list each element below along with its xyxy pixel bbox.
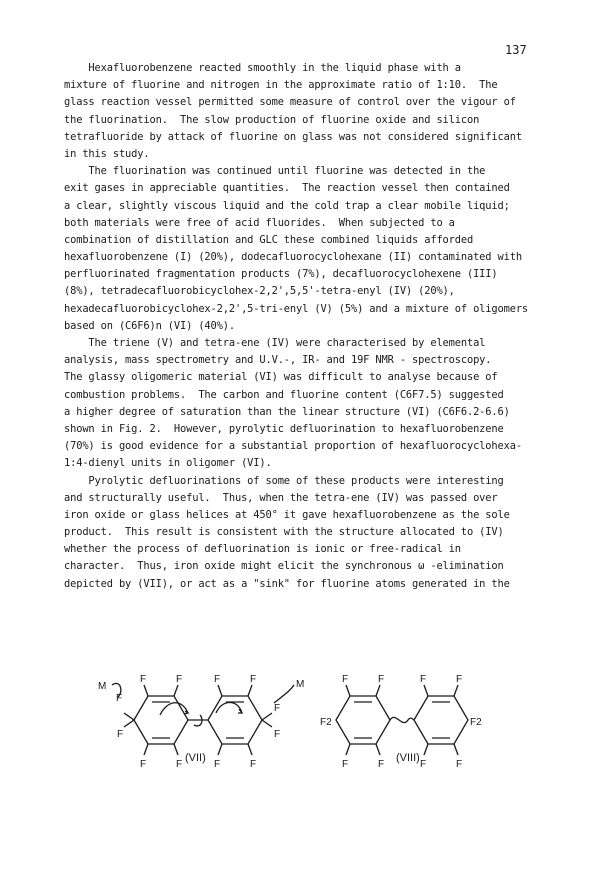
text-line: The fluorination was continued until fluorine was detected in the (64, 165, 486, 178)
atom-label: F2 (320, 717, 332, 728)
atom-label: F (378, 759, 385, 770)
text-line: mixture of fluorine and nitrogen in the approximate ratio of 1:10. The (64, 79, 498, 92)
text-line: Pyrolytic defluorinations of some of these products were interesting (64, 474, 504, 487)
atom-label: F (176, 759, 183, 770)
structure-figure (90, 655, 510, 785)
atom-label: F (342, 674, 349, 685)
text-line: product. This result is consistent with the structure allocated to (IV) (64, 526, 504, 539)
atom-label: F (214, 759, 221, 770)
atom-label: F (250, 674, 257, 685)
caption-viii: (VIII) (396, 752, 420, 764)
text-line: tetrafluoride by attack of fluorine on glass was not considered significant (64, 130, 522, 143)
atom-label: F (342, 759, 349, 770)
atom-label: F2 (470, 717, 482, 728)
text-line: shown in Fig. 2. However, pyrolytic defluorination to hexafluorobenzene (64, 422, 504, 435)
atom-label: F (274, 729, 281, 740)
atom-label: F (176, 674, 183, 685)
atom-label: F (140, 674, 147, 685)
atom-label: F (420, 674, 427, 685)
text-line: whether the process of defluorination is ionic or free-radical in (64, 543, 461, 556)
text-line: The triene (V) and tetra-ene (IV) were characterised by elemental (64, 337, 486, 349)
atom-label: F (116, 693, 123, 704)
text-line: analysis, mass spectrometry and U.V.-, IR- and 19F NMR - spectroscopy. (64, 354, 492, 367)
text-line: combination of distillation and GLC these combined liquids afforded (64, 233, 474, 246)
atom-label: F (250, 759, 257, 770)
text-line: depicted by (VII), or act as a "sink" for fluorine atoms generated in the (64, 577, 510, 590)
metal-label: M (98, 681, 107, 692)
text-line: hexadecafluorobicyclohex-2,2',5-tri-enyl (V) (5%) and a mixture of oligomers (64, 302, 529, 315)
atom-label: F (456, 674, 463, 685)
text-line: and structurally useful. Thus, when the tetra-ene (IV) was passed over (64, 491, 498, 504)
text-line: The glassy oligomeric material (VI) was difficult to analyse because of (64, 371, 498, 384)
text-line: exit gases in appreciable quantities. The reaction vessel then contained (64, 182, 510, 195)
page-number: 137 (505, 43, 527, 57)
structure-viii (336, 685, 468, 755)
text-line: character. Thus, iron oxide might elicit the synchronous ω -elimination (64, 560, 504, 573)
text-line: Hexafluorobenzene reacted smoothly in the liquid phase with a (64, 62, 461, 74)
atom-label: F (378, 674, 385, 685)
atom-label: F (274, 703, 281, 714)
caption-vii: (VII) (185, 752, 206, 764)
atom-label: F (140, 759, 147, 770)
structure-vii (112, 683, 294, 755)
atom-label: F (456, 759, 463, 770)
text-line: based on (C6F6)n (VI) (40%). (64, 319, 235, 332)
text-line: a clear, slightly viscous liquid and the cold trap a clear mobile liquid; (64, 199, 510, 212)
atom-label: F (117, 729, 124, 740)
text-line: both materials were free of acid fluorides. When subjected to a (64, 216, 455, 229)
text-line: combustion problems. The carbon and fluorine content (C6F7.5) suggested (64, 388, 504, 401)
text-line: the fluorination. The slow production of fluorine oxide and silicon (64, 113, 480, 126)
text-line: hexafluorobenzene (I) (20%), dodecafluorocyclohexane (II) contaminated with (64, 251, 522, 264)
text-line: in this study. (64, 147, 150, 160)
atom-label: F (214, 674, 221, 685)
text-line: glass reaction vessel permitted some measure of control over the vigour of (64, 96, 516, 109)
text-line: (8%), tetradecafluorobicyclohex-2,2',5,5'-tetra-enyl (IV) (20%), (64, 285, 455, 298)
body-text (64, 60, 534, 593)
text-line: perfluorinated fragmentation products (7%), decafluorocyclohexene (III) (64, 268, 498, 281)
text-line: (70%) is good evidence for a substantial proportion of hexafluorocyclohexa- (64, 440, 522, 453)
metal-label: M (296, 679, 305, 690)
atom-label: F (420, 759, 427, 770)
text-line: a higher degree of saturation than the linear structure (VI) (C6F6.2-6.6) (64, 405, 510, 418)
text-line: 1:4-dienyl units in oligomer (VI). (64, 457, 272, 470)
text-line: iron oxide or glass helices at 450° it gave hexafluorobenzene as the sole (64, 508, 510, 521)
